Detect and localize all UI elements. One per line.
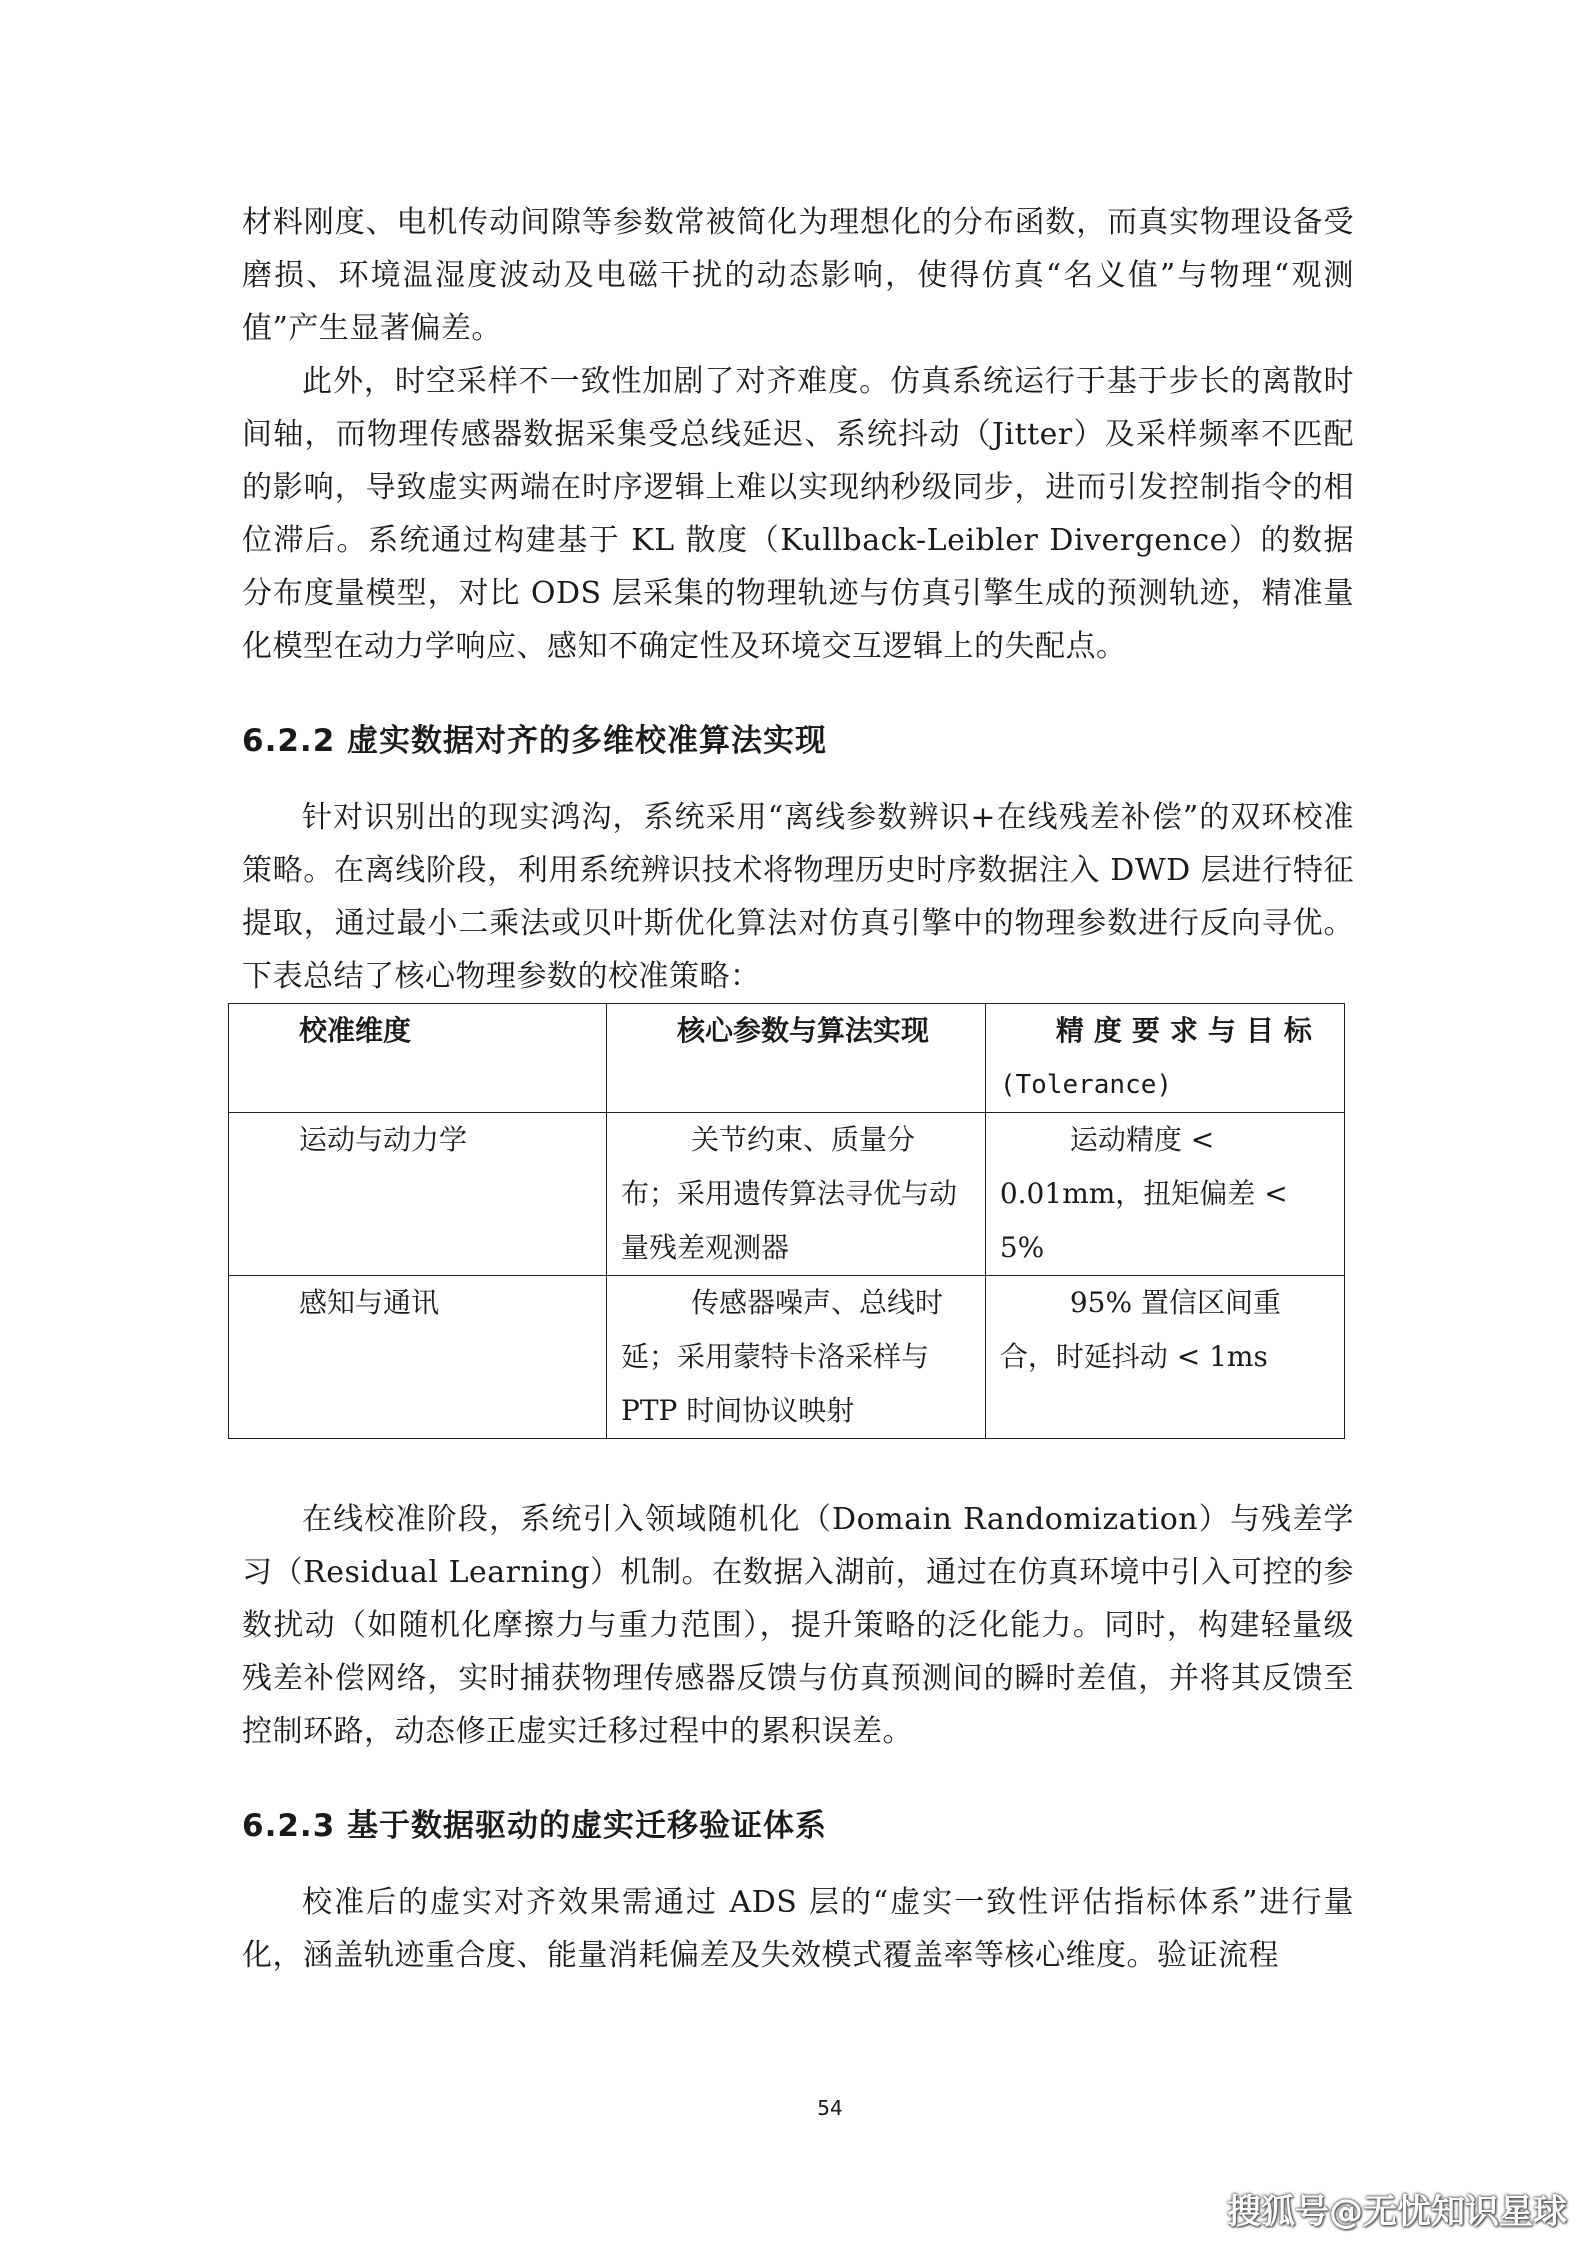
table-header-row xyxy=(229,1004,1345,1113)
calibration-table xyxy=(228,1003,1345,1439)
paragraph-5: 校准后的虚实对齐效果需通过 ADS 层的“虚实一致性评估指标体系”进行量化，涵盖轨迹重合度、能量消耗偏差及失效模式覆盖率等核心维度。验证流程 xyxy=(242,1885,1354,1973)
cell-text: 关节约束、质量分布；采用遗传算法寻优与动量残差观测器 xyxy=(621,1123,958,1264)
table-header-cell xyxy=(229,1004,607,1113)
table-cell: 感知与通讯 xyxy=(229,1276,607,1439)
paragraph-3: 针对识别出的现实鸿沟，系统采用“离线参数辨识+在线残差补偿”的双环校准策略。在离线阶段，利用系统辨识技术将物理历史时序数据注入 DWD 层进行特征提取，通过最小二乘法或贝叶斯优化算法对仿真引擎中的物理参数进行反向寻优。下表总结了核心物理参数的校准策略： xyxy=(242,800,1354,994)
table-cell xyxy=(985,1276,1344,1439)
section-heading-6-2-2: 6.2.2 虚实数据对齐的多维校准算法实现 xyxy=(242,723,828,759)
page-number: 54 xyxy=(817,2096,843,2120)
table-cell xyxy=(985,1113,1344,1276)
cell-text: 95% 置信区间重合，时延抖动 < 1ms xyxy=(999,1286,1281,1373)
cell-text: 运动精度 < 0.01mm，扭矩偏差 < 5% xyxy=(999,1123,1288,1264)
paragraph-4: 在线校准阶段，系统引入领域随机化（Domain Randomization）与残差学习（Residual Learning）机制。在数据入湖前，通过在仿真环境中引入可控的参数扰动（如随机化摩擦力与重力范围），提升策略的泛化能力。同时，构建轻量级残差补偿网络，实时捕获物理传感器反馈与仿真预测间的瞬时差值，并将其反馈至控制环路，动态修正虚实迁移过程中的累积误差。 xyxy=(242,1502,1354,1749)
paragraph-2: 此外，时空采样不一致性加剧了对齐难度。仿真系统运行于基于步长的离散时间轴，而物理传感器数据采集受总线延迟、系统抖动（Jitter）及采样频率不匹配的影响，导致虚实两端在时序逻辑上难以实现纳秒级同步，进而引发控制指令的相位滞后。系统通过构建基于 KL 散度（Kullback-Leibler Divergence）的数据分布度量模型，对比 ODS 层采集的物理轨迹与仿真引擎生成的预测轨迹，精准量化模型在动力学响应、感知不确定性及环境交互逻辑上的失配点。 xyxy=(242,364,1354,664)
page-content xyxy=(242,196,1354,1982)
table-cell xyxy=(607,1276,986,1439)
header-subtext: (Tolerance) xyxy=(999,1070,1173,1100)
table-cell: 运动与动力学 xyxy=(229,1113,607,1276)
header-text: 校准维度 xyxy=(299,1014,412,1047)
header-text: 精度要求与目标 xyxy=(1055,1014,1322,1047)
paragraph-1: 材料刚度、电机传动间隙等参数常被简化为理想化的分布函数，而真实物理设备受磨损、环境温湿度波动及电磁干扰的动态影响，使得仿真“名义值”与物理“观测值”产生显著偏差。 xyxy=(242,205,1354,346)
table-header-cell xyxy=(985,1004,1344,1113)
table-cell xyxy=(607,1113,986,1276)
header-text: 核心参数与算法实现 xyxy=(677,1014,930,1047)
table-row xyxy=(229,1113,1345,1276)
table-header-cell xyxy=(607,1004,986,1113)
watermark: 搜狐号@无忧知识星球 xyxy=(1227,2192,1567,2232)
section-heading-6-2-3: 6.2.3 基于数据驱动的虚实迁移验证体系 xyxy=(242,1808,828,1844)
cell-text: 传感器噪声、总线时延；采用蒙特卡洛采样与 PTP 时间协议映射 xyxy=(621,1286,944,1427)
table-row xyxy=(229,1276,1345,1439)
